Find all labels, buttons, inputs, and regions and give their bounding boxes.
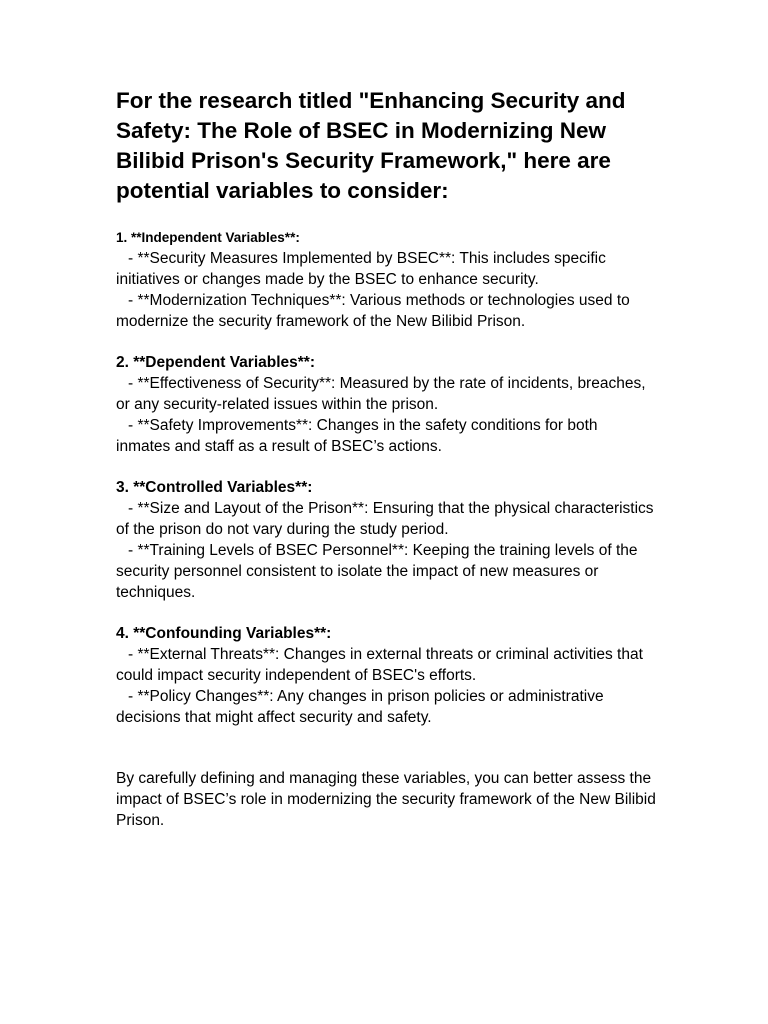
document-title: For the research titled "Enhancing Security and Safety: The Role of BSEC in Modernizing New Bilibid Prison's Security Framework," here are potential variables to consider: <box>116 88 626 203</box>
section-heading: 1. **Independent Variables**: <box>116 230 300 245</box>
list-item-text: - **Safety Improvements**: Changes in the safety conditions for both inmates and staff as a result of BSEC’s actions. <box>116 417 598 455</box>
section-heading: 4. **Confounding Variables**: <box>116 625 332 642</box>
list-item <box>116 686 656 728</box>
closing-paragraph: By carefully defining and managing these variables, you can better assess the impact of BSEC’s role in modernizing the security framework of the New Bilibid Prison. <box>116 770 656 829</box>
list-item-text: - **Training Levels of BSEC Personnel**: Keeping the training levels of the security personnel consistent to isolate the impact of new measures or techniques. <box>116 542 638 601</box>
section-confounding-variables <box>116 623 656 728</box>
list-item-text: - **Size and Layout of the Prison**: Ensuring that the physical characteristics of the prison do not vary during the study period. <box>116 500 654 538</box>
list-item <box>116 290 656 332</box>
section-independent-variables <box>116 228 656 332</box>
section-controlled-variables <box>116 477 656 603</box>
list-item <box>116 373 656 415</box>
list-item <box>116 540 656 603</box>
section-heading: 3. **Controlled Variables**: <box>116 479 313 496</box>
list-item-text: - **Modernization Techniques**: Various methods or technologies used to modernize the security framework of the New Bilibid Prison. <box>116 292 630 330</box>
list-item-text: - **External Threats**: Changes in external threats or criminal activities that could impact security independent of BSEC's efforts. <box>116 646 643 684</box>
list-item-text: - **Security Measures Implemented by BSEC**: This includes specific initiatives or changes made by the BSEC to enhance security. <box>116 250 606 288</box>
list-item <box>116 248 656 290</box>
list-item-text: - **Effectiveness of Security**: Measured by the rate of incidents, breaches, or any security-related issues within the prison. <box>116 375 646 413</box>
section-heading: 2. **Dependent Variables**: <box>116 354 315 371</box>
list-item <box>116 644 656 686</box>
list-item-text: - **Policy Changes**: Any changes in prison policies or administrative decisions that might affect security and safety. <box>116 688 604 726</box>
document-page <box>116 86 656 831</box>
list-item <box>116 415 656 457</box>
section-dependent-variables <box>116 352 656 457</box>
list-item <box>116 498 656 540</box>
